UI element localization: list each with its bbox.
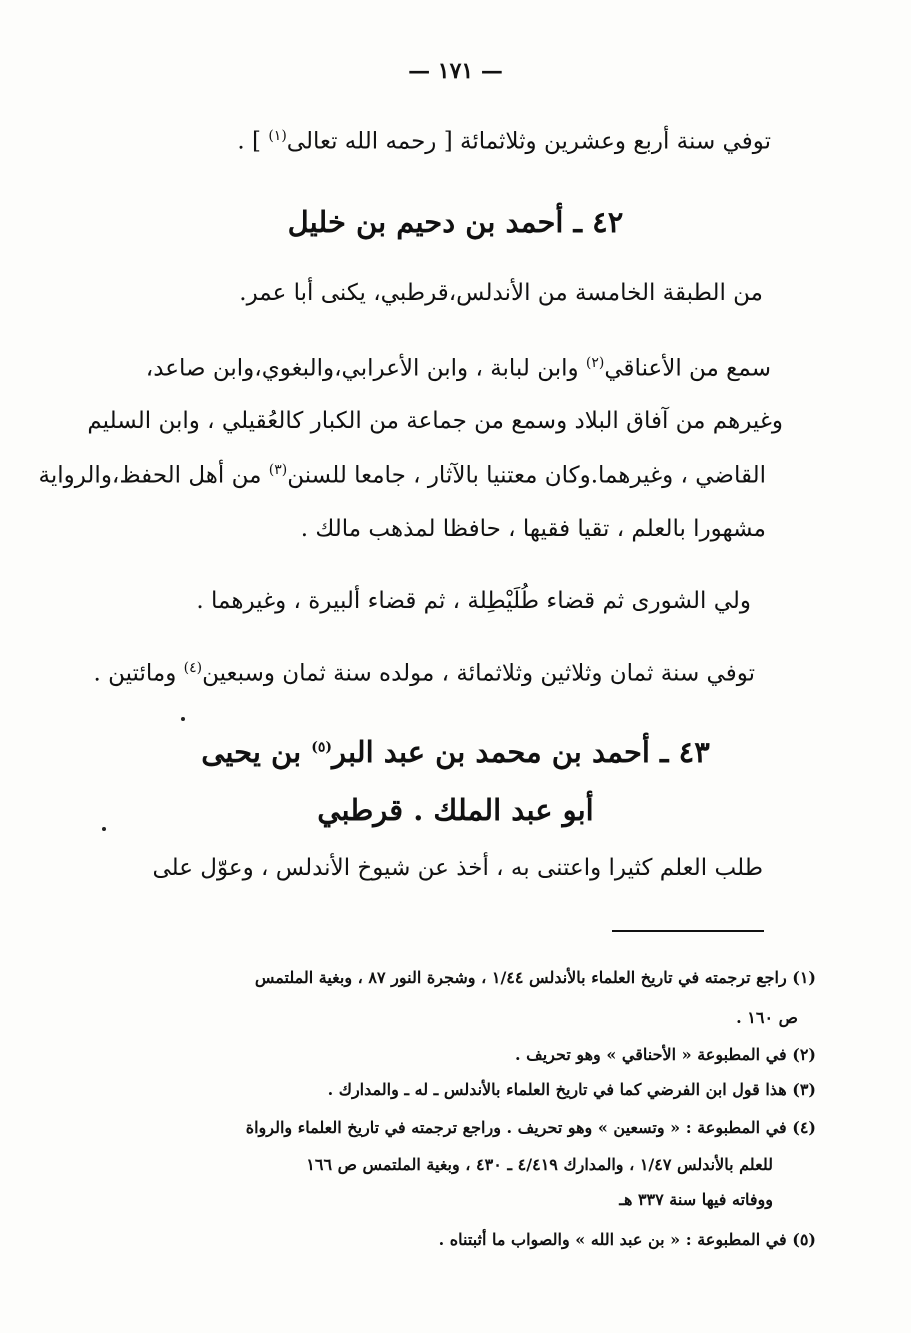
body-line-1-tail: ] . [237,128,269,155]
entry-42-heading: ٤٢ ـ أحمد بن دحيم بن خليل [287,205,624,239]
entry-42-line-6: ولي الشورى ثم قضاء طُلَيْطِلة ، ثم قضاء ألبيرة ، وغيرهما . [196,588,751,614]
footnote-ref-1: (١) [268,128,287,144]
footnote-4-line-2: للعلم بالأندلس ١/٤٧ ، والمدارك ٤/٤١٩ ـ ٤٣٠ ، وبغية الملتمس ص ١٦٦ [306,1155,773,1174]
entry-43-heading-b: بن يحيى [201,735,312,769]
entry-42-line-4 [39,462,767,489]
body-line-1-text: توفي سنة أربع وعشرين وثلاثمائة [ رحمه الله تعالى [286,128,771,155]
footnote-4-line-3: ووفاته فيها سنة ٣٣٧ هـ [619,1190,773,1209]
entry-42-line-4-b: من أهل الحفظ،والرواية [38,462,269,489]
entry-43-line-1: طلب العلم كثيرا واعتنى به ، أخذ عن شيوخ الأندلس ، وعوّل على [152,855,763,881]
entry-42-line-1: من الطبقة الخامسة من الأندلس،قرطبي، يكنى أبا عمر. [239,280,763,306]
entry-42-line-7-a: توفي سنة ثمان وثلاثين وثلاثمائة ، مولده سنة ثمان وسبعين [202,660,755,687]
page-number: — ١٧١ — [408,58,503,84]
footnote-separator [612,930,764,932]
entry-42-line-7 [93,660,755,687]
entry-43-subheading: أبو عبد الملك . قرطبي [317,793,594,827]
footnote-2: (٢) في المطبوعة « الأحناقي » وهو تحريف . [515,1045,816,1064]
entry-42-line-5: مشهورا بالعلم ، تقيا فقيها ، حافظا لمذهب مالك . [300,516,766,542]
entry-43-heading-a: ٤٣ ـ أحمد بن محمد بن عبد البر [332,735,710,769]
footnote-ref-5: (٥) [311,739,333,756]
footnote-ref-2: (٢) [585,355,605,371]
entry-42-line-4-a: القاضي ، وغيرهما.وكان معتنيا بالآثار ، جامعا للسنن [287,462,766,489]
footnote-1-line-2: ص ١٦٠ . [736,1008,798,1027]
entry-42-line-2-a: سمع من الأعناقي [604,355,771,382]
entry-42-line-7-b: ومائتين . [93,660,184,687]
entry-42-line-2-b: وابن لبابة ، وابن الأعرابي،والبغوي،وابن صاعد، [145,355,586,382]
entry-43-heading [0,735,911,769]
entry-42-line-2 [146,355,771,382]
footnote-3: (٣) هذا قول ابن الفرضي كما في تاريخ العلماء بالأندلس ـ له ـ والمدارك . [327,1080,816,1099]
body-line-1 [237,128,771,155]
footnote-ref-4: (٤) [183,660,203,676]
scan-speck [102,827,106,831]
footnote-5: (٥) في المطبوعة : « بن عبد الله » والصواب ما أثبتناه . [438,1230,816,1249]
footnote-1-line-1: (١) راجع ترجمته في تاريخ العلماء بالأندلس ١/٤٤ ، وشجرة النور ٨٧ ، وبغية الملتمس [254,968,816,987]
footnote-4-line-1: (٤) في المطبوعة : « وتسعين » وهو تحريف . وراجع ترجمته في تاريخ العلماء والرواة [245,1118,816,1137]
scan-speck [181,717,185,721]
entry-42-line-3: وغيرهم من آفاق البلاد وسمع من جماعة من الكبار كالعُقيلي ، وابن السليم [87,408,783,434]
footnote-ref-3: (٣) [268,462,288,478]
